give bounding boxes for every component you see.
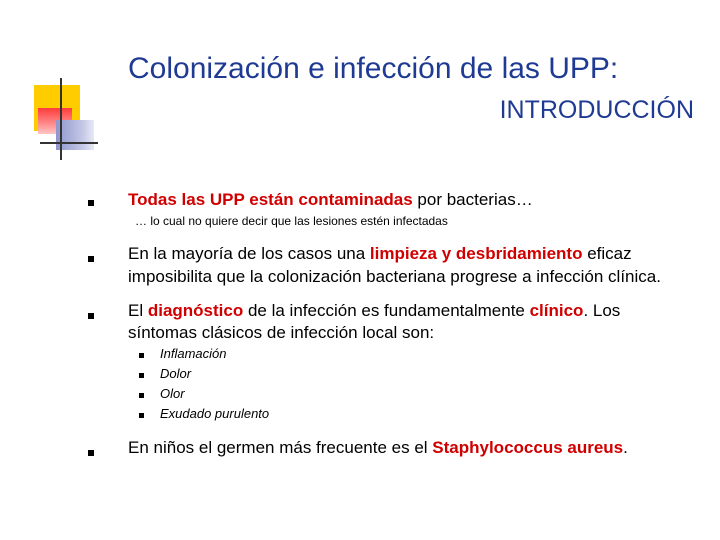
highlight-cleaning: limpieza y desbridamiento [369, 244, 583, 263]
sub-bullet-square-icon [139, 413, 144, 418]
bullet-4-post: . [623, 438, 628, 457]
slide-title: Colonización e infección de las UPP: [128, 52, 619, 85]
highlight-staphylococcus: Staphylococcus aureus [432, 438, 624, 457]
bullet-4-pre: En niños el germen más frecuente es el [128, 438, 433, 457]
bullet-2-line-2: imposibilita que la colonización bacteriana progrese a infección clínica. [128, 267, 661, 286]
bullet-3-line-2: síntomas clásicos de infección local son: [128, 323, 435, 342]
highlight-clinical: clínico [529, 301, 584, 320]
bullet-3-post: . Los [583, 301, 621, 320]
bullet-square-icon [88, 450, 94, 456]
sub-bullet-square-icon [139, 373, 144, 378]
slide-subtitle: INTRODUCCIÓN [499, 96, 694, 124]
bullet-1-text [128, 190, 533, 210]
bullet-square-icon [88, 313, 94, 319]
symptom-item: Inflamación [160, 346, 227, 361]
sub-bullet-square-icon [139, 393, 144, 398]
highlight-diagnosis: diagnóstico [147, 301, 244, 320]
symptom-item: Exudado purulento [160, 406, 270, 421]
sub-bullet-square-icon [139, 353, 144, 358]
bullet-1-note: … lo cual no quiere decir que las lesiones estén infectadas [135, 214, 448, 228]
bullet-1-rest: por bacterias… [412, 190, 533, 209]
bullet-2-pre: En la mayoría de los casos una [128, 244, 370, 263]
bullet-3-line-1 [128, 301, 620, 321]
symptom-item: Olor [160, 386, 185, 401]
decor-vertical-line [60, 78, 62, 160]
bullet-4-text [128, 438, 628, 458]
bullet-square-icon [88, 256, 94, 262]
highlight-contaminated: Todas las UPP están contaminadas [128, 190, 413, 209]
bullet-square-icon [88, 200, 94, 206]
symptom-item: Dolor [160, 366, 192, 381]
decor-horizontal-line [40, 142, 98, 144]
bullet-3-mid: de la infección es fundamentalmente [243, 301, 530, 320]
bullet-3-pre: El [128, 301, 148, 320]
bullet-2-line-1 [128, 244, 632, 264]
bullet-2-post: eficaz [582, 244, 632, 263]
